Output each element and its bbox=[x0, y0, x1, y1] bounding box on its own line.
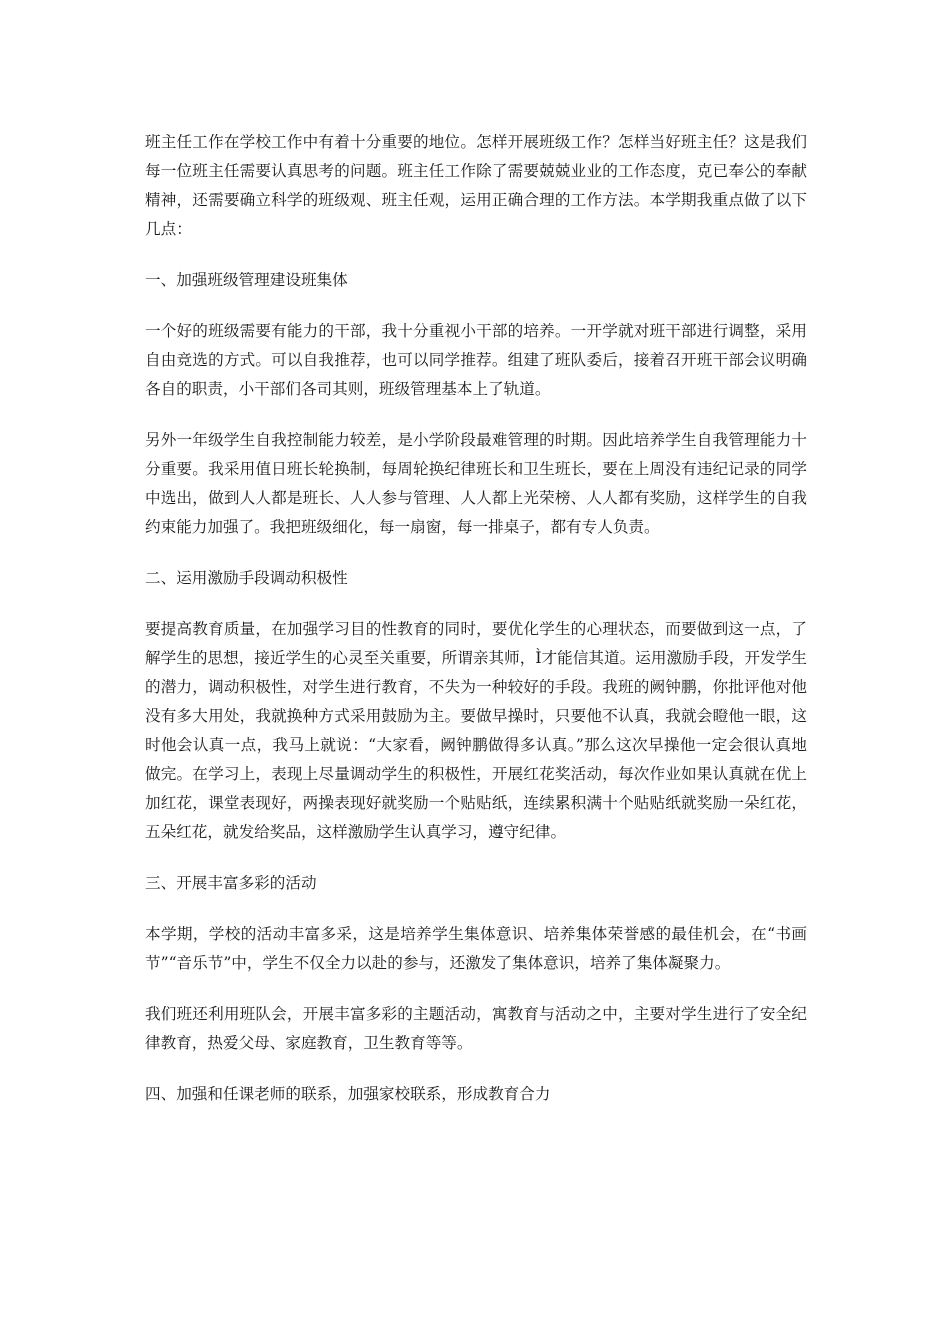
section-3-paragraph-1: 本学期，学校的活动丰富多采，这是培养学生集体意识、培养集体荣誉感的最佳机会，在“书画节”“音乐节”中，学生不仅全力以赴的参与，还激发了集体意识，培养了集体凝聚力。 bbox=[145, 925, 807, 972]
section-heading-1: 一、加强班级管理建设班集体 bbox=[145, 271, 348, 289]
section-1-paragraph-2: 另外一年级学生自我控制能力较差，是小学阶段最难管理的时期。因此培养学生自我管理能力十分重要。我采用值日班长轮换制，每周轮换纪律班长和卫生班长，要在上周没有违纪记录的同学中选出，做到人人都是班长、人人参与管理、人人都上光荣榜、人人都有奖励，这样学生的自我约束能力加强了。我把班级细化，每一扇窗，每一排桌子，都有专人负责。 bbox=[145, 431, 807, 536]
intro-paragraph: 班主任工作在学校工作中有着十分重要的地位。怎样开展班级工作？怎样当好班主任？这是我们每一位班主任需要认真思考的问题。班主任工作除了需要兢兢业业的工作态度，克已奉公的奉献精神，还需要确立科学的班级观、班主任观，运用正确合理的工作方法。本学期我重点做了以下几点： bbox=[145, 133, 807, 238]
section-1-paragraph-1: 一个好的班级需要有能力的干部，我十分重视小干部的培养。一开学就对班干部进行调整，采用自由竞选的方式。可以自我推荐，也可以同学推荐。组建了班队委后，接着召开班干部会议明确各自的职责，小干部们各司其则，班级管理基本上了轨道。 bbox=[145, 322, 807, 398]
section-2-paragraph-1: 要提高教育质量，在加强学习目的性教育的同时，要优化学生的心理状态，而要做到这一点，了解学生的思想，接近学生的心灵至关重要，所谓亲其师，Ì才能信其道。运用激励手段，开发学生的潜力，调动积极性，对学生进行教育，不失为一种较好的手段。我班的阙钟鹏，你批评他对他没有多大用处，我就换种方式采用鼓励为主。要做早操时，只要他不认真，我就会瞪他一眼，这时他会认真一点，我马上就说：“大家看，阙钟鹏做得多认真。”那么这次早操他一定会很认真地做完。在学习上，表现上尽量调动学生的积极性，开展红花奖活动，每次作业如果认真就在优上加红花，课堂表现好，两操表现好就奖励一个贴贴纸，连续累积满十个贴贴纸就奖励一朵红花，五朵红花，就发给奖品，这样激励学生认真学习，遵守纪律。 bbox=[145, 620, 807, 841]
document-body bbox=[145, 128, 807, 1131]
section-heading-4: 四、加强和任课老师的联系，加强家校联系，形成教育合力 bbox=[145, 1085, 551, 1103]
section-heading-2: 二、运用激励手段调动积极性 bbox=[145, 569, 348, 587]
section-heading-3: 三、开展丰富多彩的活动 bbox=[145, 874, 317, 892]
section-3-paragraph-2: 我们班还利用班队会，开展丰富多彩的主题活动，寓教育与活动之中，主要对学生进行了安全纪律教育，热爱父母、家庭教育，卫生教育等等。 bbox=[145, 1005, 807, 1052]
